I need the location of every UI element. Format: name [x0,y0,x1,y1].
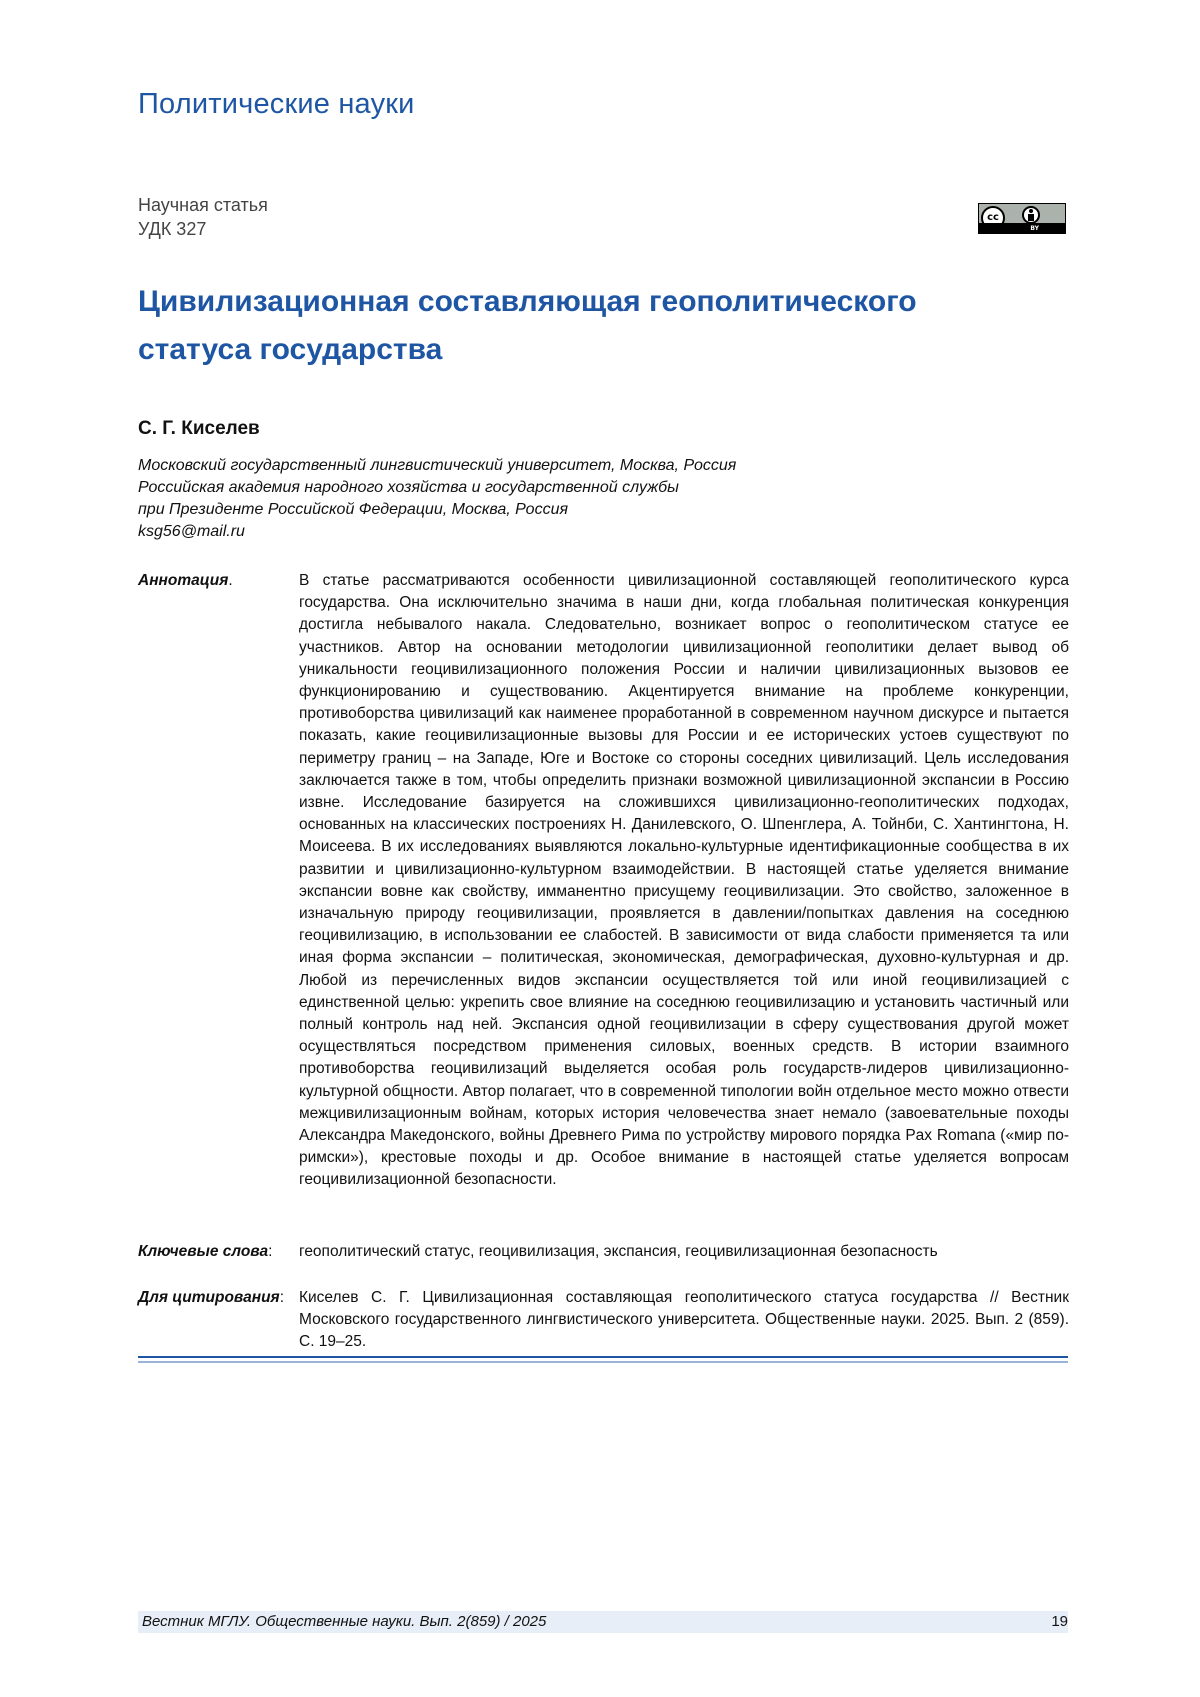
page-footer [138,1611,1068,1633]
license-by-label: BY [1030,225,1039,232]
author-name: С. Г. Киселев [138,418,260,440]
page-number: 19 [1051,1613,1068,1630]
citation-text: Киселев С. Г. Цивилизационная составляющая геополитического статуса государства // Вестник Московского государственного лингвистического университета. Общественные науки. 2025. Вып. 2 (859). С. 19–25. [299,1287,1069,1354]
creative-commons-by-icon [978,203,1066,234]
keywords-label: Ключевые слова: [138,1243,272,1261]
divider-line-light [138,1361,1068,1363]
affiliation-3: при Президенте Российской Федерации, Москва, Россия [138,499,736,521]
abstract-label: Аннотация. [138,572,233,590]
section-title: Политические науки [138,88,415,121]
article-title: Цивилизационная составляющая геополитического статуса государства [138,278,1038,374]
keywords-text: геополитический статус, геоцивилизация, экспансия, геоцивилизационная безопасность [299,1241,1069,1263]
article-type: Научная статья [138,193,268,217]
affiliations [138,455,736,543]
abstract-text: В статье рассматриваются особенности цивилизационной составляющей геополитического курса государства. Она исключительно значима в наши дни, когда глобальная политическая конкуренция достигла небывалого накала. Следовательно, возникает вопрос о геополитическом статусе ее участников. Автор на основании методологии цивилизационной геополитики делает вывод об уникальности геоцивилизационного положения России и наличии цивилизационных вызовов ее функционированию и существованию. Акцентируется внимание на проблеме конкуренции, противоборства цивилизаций как наименее проработанной в современном научном дискурсе и пытается показать, какие геоцивилизационные вызовы для России и ее исторических устоев существуют по периметру границ – на Западе, Юге и Востоке со стороны соседних цивилизаций. Цель исследования заключается также в том, чтобы определить признаки возможной цивилизационной экспансии в Россию извне. Исследование базируется на сложившихся цивилизационно-геополитических подходах, основанных на классических построениях Н. Данилевского, О. Шпенглера, А. Тойнби, С. Хантингтона, Н. Моисеева. В их исследованиях выявляются локально-культурные идентификационные сообщества в их развитии и цивилизационно-культурном взаимодействии. В настоящей статье уделяется внимание экспансии вовне как свойству, имманентно присущему геоцивилизации. Это свойство, заложенное в изначальную природу геоцивилизации, проявляется в давлении/попытках давления на соседнюю геоцивилизацию, в использовании ее слабостей. В зависимости от вида слабости применяется та или иная форма экспансии – политическая, экономическая, демографическая, духовно-культурная и др. Любой из перечисленных видов экспансии осуществляется той или иной геоцивилизацией с единственной целью: укрепить свое влияние на соседнюю геоцивилизацию и установить частичный или полный контроль над ней. Экспансия одной геоцивилизации в сферу существования другой может осуществляться посредством применения силовых, военных средств. В истории взаимного противоборства геоцивилизаций выделяется особая роль государств-лидеров цивилизационно-культурной общности. Автор полагает, что в современной типологии войн отдельное место можно отвести межцивилизационным войнам, которых история человечества знает немало (завоевательные походы Александра Македонского, войны Древнего Рима по устройству мирового порядка Pax Romana («мир по-римски»), крестовые походы и др. Особое внимание в настоящей статье уделяется вопросам геоцивилизационной безопасности. [299,570,1069,1192]
cc-icon: cc [981,206,1005,230]
affiliation-1: Московский государственный лингвистический университет, Москва, Россия [138,455,736,477]
article-meta [138,193,268,241]
footer-journal: Вестник МГЛУ. Общественные науки. Вып. 2(859) / 2025 [142,1613,546,1630]
author-email: ksg56@mail.ru [138,521,736,543]
citation-label: Для цитирования: [138,1289,284,1307]
affiliation-2: Российская академия народного хозяйства и государственной службы [138,477,736,499]
attribution-person-icon [1022,206,1040,224]
udc-code: УДК 327 [138,217,268,241]
divider-line [138,1356,1068,1358]
